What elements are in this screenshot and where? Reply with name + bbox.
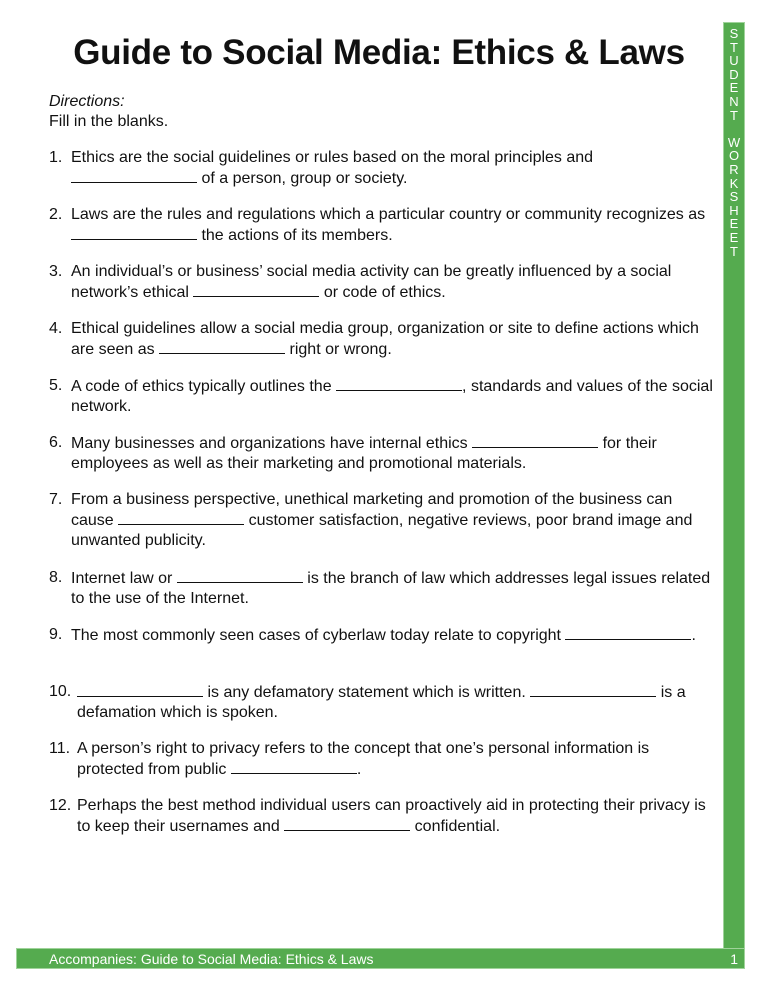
question-text-segment: Perhaps the best method individual users can proactively aid in protecting their privacy is to keep their usernames and [77,797,706,835]
sidebar-letter: T [730,39,738,55]
question-text-segment: , standards and values of the social network. [71,378,713,415]
sidebar-letter: E [729,80,739,96]
sidebar-letter: T [730,107,738,123]
question-text-segment: confidential. [410,818,501,835]
answer-blank[interactable] [336,376,462,391]
question-text-segment: the actions of its members. [197,227,393,244]
sidebar-letter: S [729,189,739,205]
question-number: 8. [49,569,63,586]
directions [49,92,168,132]
question-number: 12. [49,797,72,814]
question-number: 1. [49,149,63,166]
question-item [49,262,714,303]
sidebar-letter [724,122,744,136]
sidebar-letter: U [729,53,739,69]
sidebar-letter: K [729,175,739,191]
question-text [49,319,714,360]
question-item [49,682,714,723]
answer-blank[interactable] [193,282,319,297]
question-text [49,490,714,551]
question-text-segment: The most commonly seen cases of cyberlaw today relate to copyright [71,627,566,644]
question-text-segment: Ethics are the social guidelines or rules based on the moral principles and [71,149,594,166]
sidebar-letter: E [729,229,739,245]
sidebar-letter: H [729,202,739,218]
sidebar-letter: O [728,148,740,164]
footer-bar [16,948,745,969]
sidebar-letter: D [729,66,739,82]
sidebar-letter: E [729,216,739,232]
question-text-segment: An individual’s or business’ social media activity can be greatly influenced by a social network’s ethical [71,263,672,301]
question-text-segment: is the branch of law which addresses legal issues related to the use of the Internet. [71,570,711,607]
question-text [49,739,714,780]
question-number: 6. [49,434,63,451]
question-text-segment: . [356,761,362,778]
sidebar-letter: R [729,161,739,177]
question-text [49,796,714,837]
question-text [49,625,714,646]
question-text-segment: Ethical guidelines allow a social media group, organization or site to define actions which are seen as [71,320,699,358]
question-text-segment: is any defamatory statement which is written. [203,684,531,701]
question-text-segment: . [691,627,696,644]
sidebar-letter: T [730,243,738,259]
question-text-segment: A person’s right to privacy refers to the concept that one’s personal information is protected from public [77,740,650,778]
answer-blank[interactable] [71,168,197,183]
question-item [49,625,714,646]
question-number: 3. [49,263,63,280]
question-item [49,319,714,360]
sidebar-letter: S [729,26,739,41]
directions-text: Fill in the blanks. [49,113,169,130]
question-text-segment: or code of ethics. [319,284,446,301]
page-number: 1 [730,951,738,967]
question-text-segment: Internet law or [71,570,177,587]
footer-text: Accompanies: Guide to Social Media: Ethics & Laws [49,951,374,967]
question-number: 11. [49,740,71,757]
answer-blank[interactable] [118,510,244,525]
question-text-segment: of a person, group or society. [197,170,408,187]
question-item [49,490,714,551]
directions-label: Directions: [49,93,125,110]
question-text-segment: right or wrong. [285,341,392,358]
answer-blank[interactable] [71,225,197,240]
question-item [49,739,714,780]
answer-blank[interactable] [530,682,656,697]
answer-blank[interactable] [472,433,598,448]
student-worksheet-sidebar [723,22,745,969]
answer-blank[interactable] [177,568,303,583]
question-text-segment: Laws are the rules and regulations which a particular country or community recognizes as [71,206,706,223]
question-text [49,568,714,609]
question-item [49,205,714,246]
question-number: 10. [49,683,72,700]
question-text [49,376,714,417]
question-item [49,433,714,474]
question-text-segment: Many businesses and organizations have internal ethics [71,435,473,452]
answer-blank[interactable] [231,759,357,774]
question-text [49,262,714,303]
question-text-segment: is a defamation which is spoken. [77,684,686,721]
sidebar-letter: W [727,134,741,150]
question-text [49,682,714,723]
question-text-segment: A code of ethics typically outlines the [71,378,337,395]
question-text-segment: for their employees as well as their marketing and promotional materials. [71,435,657,472]
answer-blank[interactable] [159,339,285,354]
question-text-segment: customer satisfaction, negative reviews, poor brand image and unwanted publicity. [71,512,693,549]
question-item [49,376,714,417]
question-item [49,796,714,837]
question-text [49,205,714,246]
question-number: 4. [49,320,63,337]
answer-blank[interactable] [565,625,691,640]
question-number: 2. [49,206,63,223]
question-text [49,148,714,189]
question-item [49,568,714,609]
question-number: 7. [49,491,63,508]
sidebar-letter: N [729,93,739,109]
answer-blank[interactable] [77,682,203,697]
question-number: 5. [49,377,63,394]
question-text [49,433,714,474]
answer-blank[interactable] [284,816,410,831]
question-text-segment: From a business perspective, unethical marketing and promotion of the business can cause [71,491,673,529]
page-title: Guide to Social Media: Ethics & Laws [73,33,685,72]
question-number: 9. [49,626,63,643]
question-item [49,148,714,189]
